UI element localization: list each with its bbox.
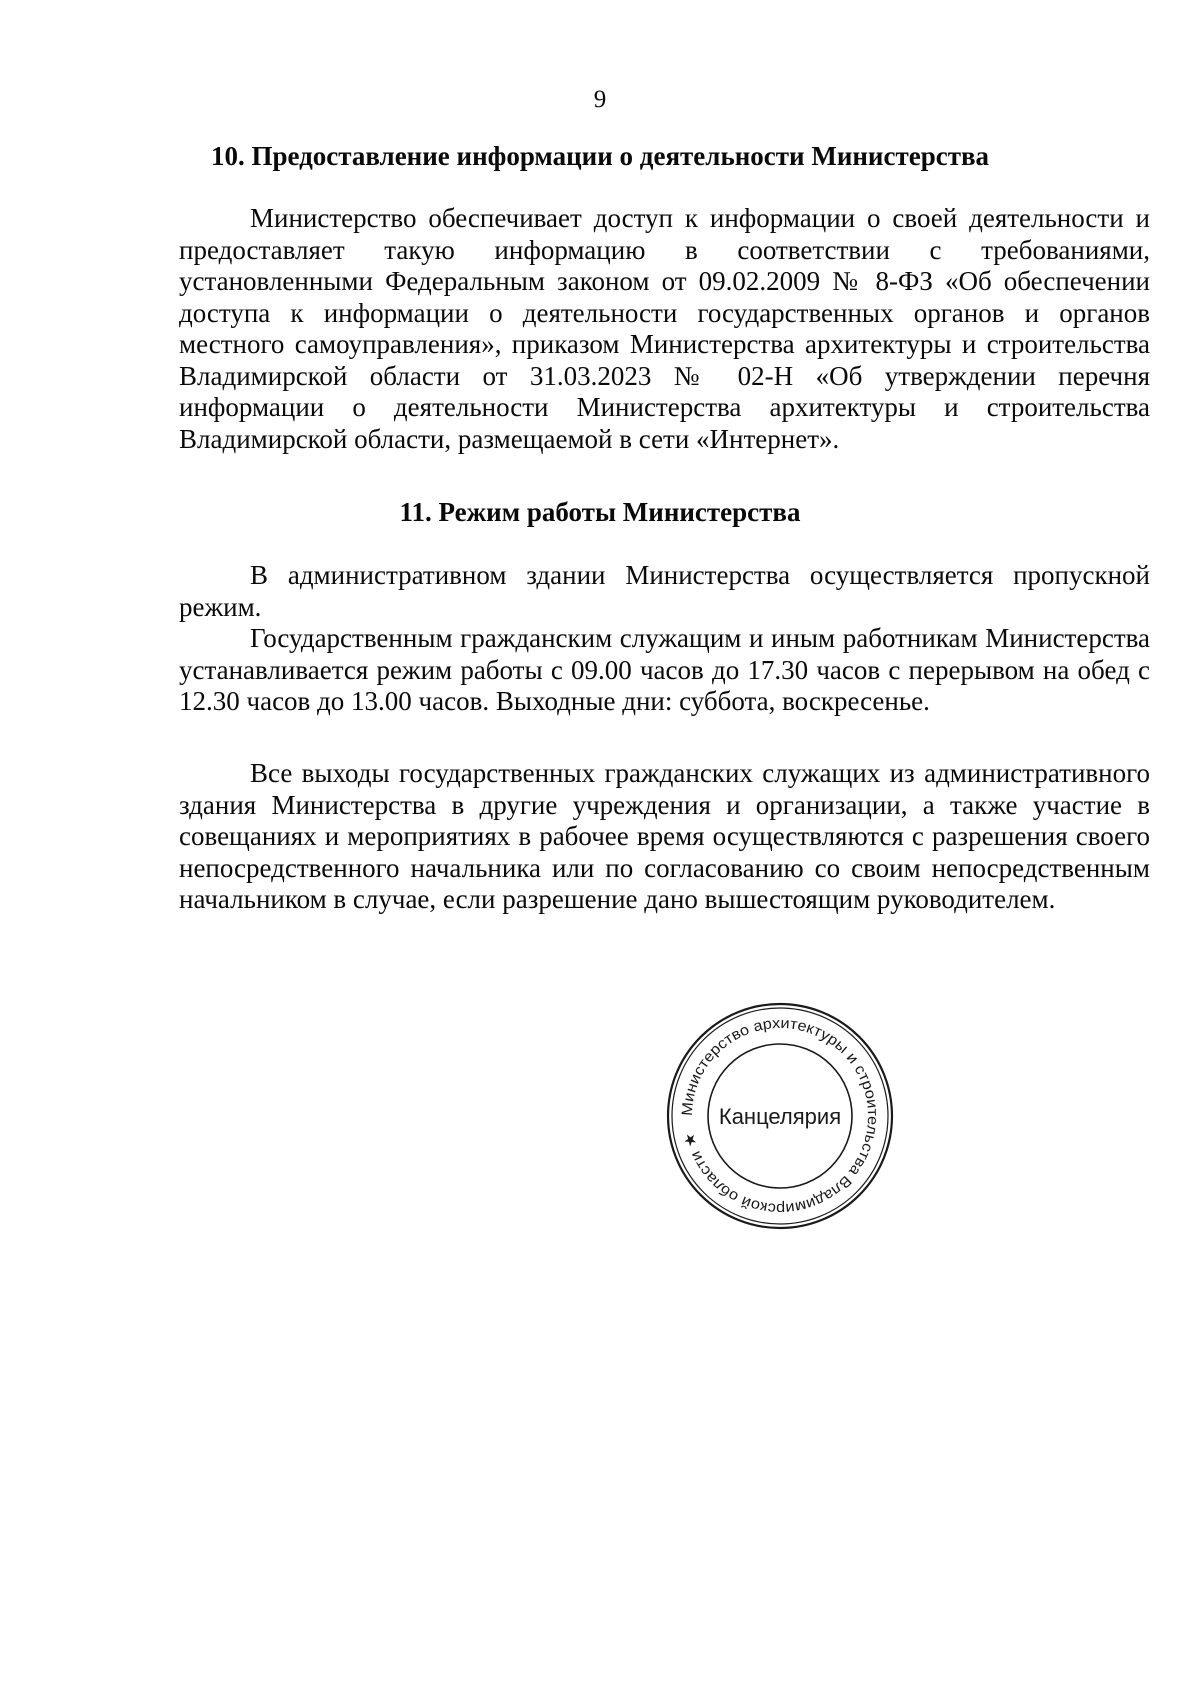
- section-10-heading: 10. Предоставление информации о деятельности Министерства: [210, 141, 990, 171]
- office-stamp: [664, 1000, 896, 1232]
- section-11-heading: 11. Режим работы Министерства: [399, 497, 801, 527]
- section-11-paragraph-2: Государственным гражданским служащим и иным работникам Министерства устанавливается режим работы с 09.00 часов до 17.30 часов с перерывом на обед с 12.30 часов до 13.00 часов. Выходные дни: суббота, воскресенье.: [179, 623, 1150, 716]
- stamp-ring-text: Министерство архитектуры и строительства Владимирской области ★: [678, 1014, 882, 1218]
- section-10-paragraph: Министерство обеспечивает доступ к информации о своей деятельности и предоставляет такую информацию в соответствии с требованиями, установленными Федеральным законом от 09.02.2009 № 8-ФЗ «Об обеспечении доступа к информации о деятельности государственных органов и органов местного самоуправления», приказом Министерства архитектуры и строительства Владимирской области от 31.03.2023 № 02-Н «Об утверждении перечня информации о деятельности Министерства архитектуры и строительства Владимирской области, размещаемой в сети «Интернет».: [179, 203, 1150, 454]
- section-11-paragraph-1: В административном здании Министерства осуществляется пропускной режим.: [179, 560, 1150, 622]
- page-number: 9: [593, 86, 607, 113]
- stamp-center-text: Канцелярия: [718, 1104, 842, 1129]
- section-11-paragraph-3: Все выходы государственных гражданских служащих из административного здания Министерства в другие учреждения и организации, а также участие в совещаниях и мероприятиях в рабочее время осуществляются с разрешения своего непосредственного начальника или по согласованию со своим непосредственным начальником в случае, если разрешение дано вышестоящим руководителем.: [179, 758, 1150, 914]
